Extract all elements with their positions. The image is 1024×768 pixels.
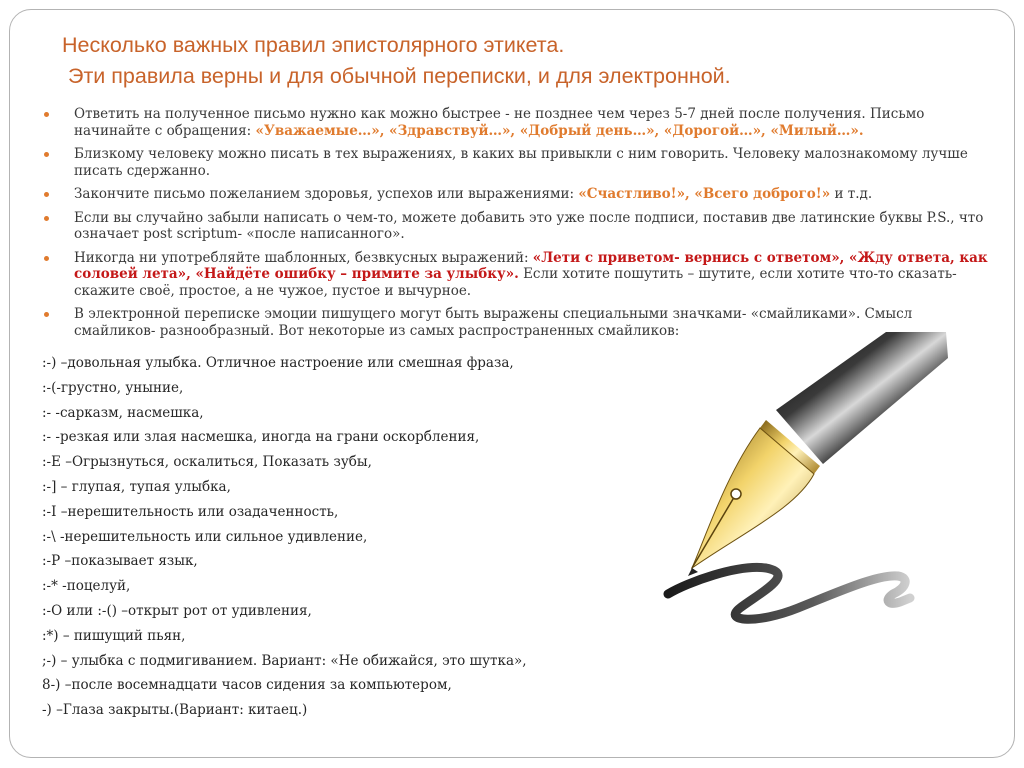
smiley-item: ;-) – улыбка с подмигиванием. Вариант: «Не обижайся, это шутка»,	[42, 652, 527, 669]
smiley-item: :-P –показывает язык,	[42, 553, 198, 570]
rule-text: Близкому человеку можно писать в тех выражениях, в каких вы привыкли с ним говорить. Человеку малознакомому лучше писать сдержанно.	[74, 146, 968, 179]
smiley-item: :-] – глупая, тупая улыбка,	[42, 478, 231, 495]
bullet-marker	[44, 112, 49, 117]
rule-text: Если хотите пошутить – шутите, если хотите что-то сказать- скажите своё, простое, а не чужое, пустое и вычурное.	[74, 266, 957, 299]
bullet-marker	[44, 152, 49, 157]
smiley-item: :-(-грустно, уныние,	[42, 379, 184, 396]
smiley-item: :- -резкая или злая насмешка, иногда на грани оскорбления,	[42, 429, 480, 446]
bullet-marker	[44, 256, 49, 261]
smiley-item: :-) –довольная улыбка. Отличное настроение или смешная фраза,	[42, 355, 514, 371]
slide-title	[62, 30, 962, 92]
smiley-item: :-O или :-() –открыт рот от удивления,	[42, 602, 312, 619]
rule-item	[46, 146, 991, 179]
smiley-item: :*) – пишущий пьян,	[42, 627, 186, 644]
rule-text: В электронной переписке эмоции пишущего могут быть выражены специальными значками- «смайликами». Смысл смайликов- разнообразный. Вот некоторые из самых распространенных смайликов:	[74, 306, 913, 339]
smiley-item: -) –Глаза закрыты.(Вариант: китаец.)	[42, 702, 308, 719]
smiley-item: :-E –Огрызнуться, оскалиться, Показать зубы,	[42, 454, 372, 471]
title-line-2: Эти правила верны и для обычной переписки, и для электронной.	[68, 64, 731, 88]
fountain-pen-icon	[648, 332, 968, 642]
smiley-item: :- -сарказм, насмешка,	[42, 404, 204, 421]
rules-list	[46, 106, 991, 346]
rule-highlight: «Счастливо!», «Всего доброго!»	[578, 186, 831, 202]
rule-item	[46, 186, 991, 203]
rule-text: Закончите письмо пожеланием здоровья, успехов или выражениями:	[74, 186, 579, 202]
rule-item	[46, 250, 991, 300]
smiley-item: 8-) –после восемнадцати часов сидения за компьютером,	[42, 677, 452, 694]
smiley-item: :-I –нерешительность или озадаченность,	[42, 503, 339, 520]
rule-text: и т.д.	[830, 186, 873, 202]
rule-text: Никогда ни употребляйте шаблонных, безвкусных выражений:	[74, 249, 533, 266]
rule-highlight: «Уважаемые…», «Здравствуй…», «Добрый день…», «Дорогой…», «Милый…».	[255, 122, 864, 139]
smiley-list	[42, 351, 682, 723]
smiley-item: :-* -поцелуй,	[42, 578, 131, 595]
rule-text: Ответить на полученное письмо нужно как можно быстрее - не позднее чем через 5-7 дней после получения. Письмо начинайте с обращения:	[74, 106, 925, 139]
title-line-1: Несколько важных правил эпистолярного этикета.	[62, 33, 565, 57]
bullet-marker	[44, 216, 49, 221]
rule-highlight: «Лети с приветом- вернись с ответом», «Жду ответа, как соловей лета», «Найдёте ошибку – примите за улыбку».	[74, 249, 988, 282]
smiley-item: :-\ -нерешительность или сильное удивление,	[42, 528, 368, 545]
rule-item	[46, 106, 991, 139]
bullet-marker	[44, 192, 49, 197]
rule-item	[46, 210, 991, 243]
bullet-marker	[44, 312, 49, 317]
rule-text: Если вы случайно забыли написать о чем-то, можете добавить это уже после подписи, поставив две латинские буквы P.S., что означает post scriptum- «после написанного».	[74, 209, 984, 242]
